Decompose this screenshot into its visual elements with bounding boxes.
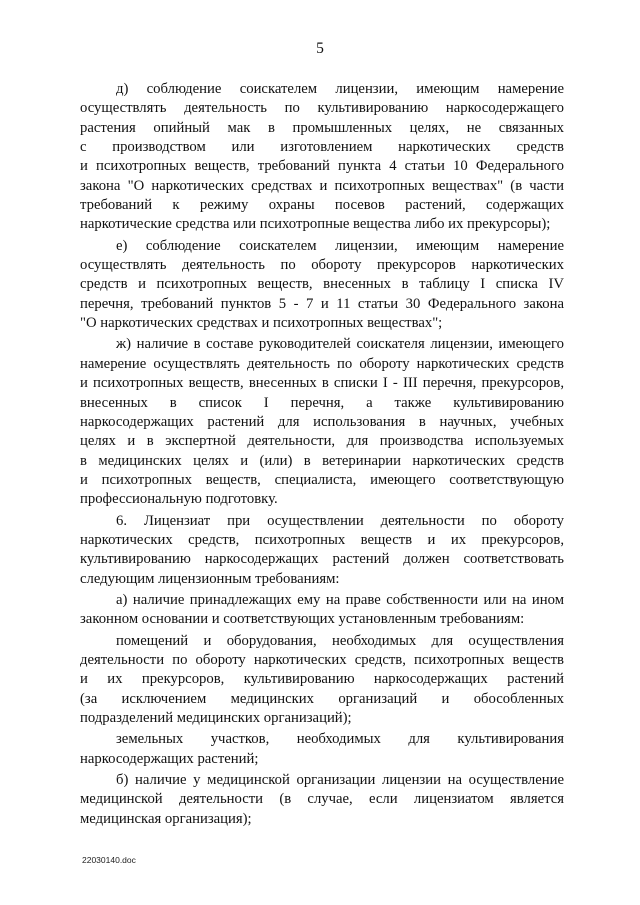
text-line: д) соблюдение соискателем лицензии, имеющим намерение [116, 81, 564, 97]
text-line: ж) наличие в составе руководителей соискателя лицензии, имеющего [116, 336, 564, 353]
text-line: е) соблюдение соискателем лицензии, имеющим намерение [116, 237, 564, 254]
text-line: целях и в экспертной деятельности, для производства используемых [80, 433, 564, 450]
text-line: наркотических средств, психотропных веществ и их прекурсоров, [80, 531, 564, 548]
text-line: внесенных в список I перечня, а также культивированию [80, 394, 564, 411]
paragraph [80, 632, 564, 729]
text-line: помещений и оборудования, необходимых для осуществления [116, 632, 564, 649]
file-name-footer: 22030140.doc [82, 855, 136, 865]
text-line: профессиональную подготовку. [80, 491, 278, 508]
paragraph [80, 237, 564, 334]
text-line: требований к режиму охраны посевов растений, содержащих [80, 197, 564, 214]
text-line: осуществлять деятельность по обороту прекурсоров наркотических [80, 257, 564, 274]
text-line: в медицинских целях и (или) в ветеринарии наркотических средств [80, 452, 564, 469]
text-line: медицинская организация); [80, 810, 252, 827]
text-line: намерение осуществлять деятельность по обороту наркотических средств [80, 355, 564, 372]
text-line: перечня, требований пунктов 5 - 7 и 11 статьи 30 Федерального закона [80, 295, 564, 312]
paragraph [80, 80, 564, 235]
text-line: осуществлять деятельность по культивированию наркосодержащего [80, 100, 564, 117]
paragraph [80, 730, 564, 769]
document-body [80, 80, 564, 829]
text-line: деятельности по обороту наркотических средств, психотропных веществ [80, 651, 564, 668]
text-line: а) наличие принадлежащих ему на праве собственности или на ином [116, 591, 564, 608]
text-line: подразделений медицинских организаций); [80, 710, 352, 726]
text-line: средств и психотропных веществ, внесенных в таблицу I списка IV [80, 276, 564, 293]
text-line: б) наличие у медицинской организации лицензии на осуществление [116, 772, 564, 789]
paragraph [80, 771, 564, 829]
paragraph [80, 512, 564, 589]
text-line: законном основании и соответствующих установленным требованиям: [80, 611, 525, 628]
paragraph [80, 591, 564, 630]
text-line: "О наркотических средствах и психотропных веществах"; [80, 315, 443, 332]
text-line: земельных участков, необходимых для культивирования [116, 731, 564, 748]
page-number: 5 [316, 40, 324, 57]
text-line: 6. Лицензиат при осуществлении деятельности по обороту [116, 512, 564, 529]
text-line: и психотропных веществ, внесенных в списки I - III перечня, прекурсоров, [80, 375, 564, 392]
text-line: наркотические средства или психотропные вещества либо их прекурсоры); [80, 216, 551, 233]
text-line: наркосодержащих растений; [80, 750, 259, 767]
text-line: медицинской деятельности (в случае, если лицензиатом является [80, 791, 564, 808]
text-line: растения опийный мак в промышленных целях, не связанных [80, 119, 564, 136]
text-line: культивированию наркосодержащих растений должен соответствовать [80, 551, 564, 568]
text-line: и их прекурсоров, культивированию наркосодержащих растений [80, 671, 564, 688]
paragraph [80, 335, 564, 509]
text-line: следующим лицензионным требованиям: [80, 570, 340, 587]
text-line: (за исключением медицинских организаций и обособленных [80, 690, 564, 707]
text-line: и психотропных веществ, специалиста, имеющего соответствующую [80, 471, 564, 488]
text-line: наркосодержащих растений для использования в научных, учебных [80, 413, 564, 430]
text-line: закона "О наркотических средствах и психотропных веществах" (в части [80, 177, 564, 194]
text-line: и психотропных веществ, требований пункта 4 статьи 10 Федерального [80, 158, 564, 175]
text-line: с производством или изготовлением наркотических средств [80, 139, 564, 156]
